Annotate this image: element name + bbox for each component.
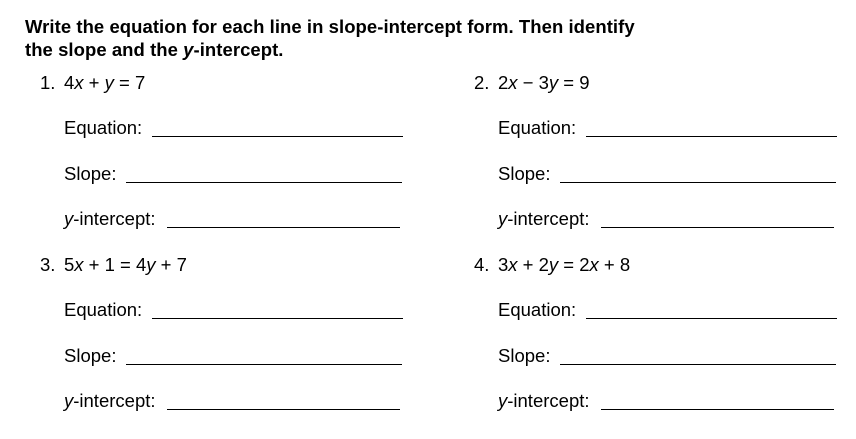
equation-field xyxy=(498,117,837,141)
slope-label: Slope: xyxy=(498,345,551,366)
equation-term: = 9 xyxy=(558,72,590,93)
y-intercept-answer-line[interactable] xyxy=(167,227,400,228)
equation-variable: x xyxy=(508,254,518,275)
slope-field xyxy=(498,345,836,369)
equation-field xyxy=(498,299,837,323)
equation-answer-line[interactable] xyxy=(152,136,403,137)
instructions-line-1: Write the equation for each line in slope-intercept form. Then identify xyxy=(25,16,635,37)
slope-answer-line[interactable] xyxy=(560,364,836,365)
equation-variable: y xyxy=(548,72,559,93)
equation-term: + 2 xyxy=(517,254,549,275)
problem-4 xyxy=(474,254,856,434)
instructions-variable-y: y xyxy=(183,39,194,60)
equation-field xyxy=(64,299,403,323)
y-intercept-label xyxy=(64,390,156,412)
slope-field xyxy=(64,345,402,369)
y-intercept-field xyxy=(64,208,400,232)
equation-label: Equation: xyxy=(498,117,577,138)
problem-number: 1. xyxy=(40,72,56,93)
problem-heading xyxy=(40,254,187,276)
intercept-label-text: -intercept: xyxy=(507,208,590,229)
intercept-variable-y: y xyxy=(498,208,508,229)
slope-label: Slope: xyxy=(64,345,117,366)
y-intercept-answer-line[interactable] xyxy=(601,227,834,228)
y-intercept-answer-line[interactable] xyxy=(167,409,400,410)
equation-term: 4 xyxy=(64,72,75,93)
instructions-line-2-start: the slope and the xyxy=(25,39,184,60)
instructions xyxy=(25,15,785,61)
y-intercept-answer-line[interactable] xyxy=(601,409,834,410)
equation-answer-line[interactable] xyxy=(586,318,837,319)
intercept-variable-y: y xyxy=(64,208,74,229)
slope-answer-line[interactable] xyxy=(126,182,402,183)
equation-term: − 3 xyxy=(517,72,549,93)
problem-heading xyxy=(474,72,590,94)
equation-label: Equation: xyxy=(498,299,577,320)
problem-equation xyxy=(498,72,590,93)
equation-term: 5 xyxy=(64,254,75,275)
equation-variable: x xyxy=(508,72,518,93)
problem-2 xyxy=(474,72,856,252)
problem-number: 3. xyxy=(40,254,56,275)
instructions-line-2-end: -intercept. xyxy=(193,39,284,60)
problem-number: 4. xyxy=(474,254,490,275)
equation-answer-line[interactable] xyxy=(152,318,403,319)
slope-field xyxy=(498,163,836,187)
problem-3 xyxy=(40,254,440,434)
slope-answer-line[interactable] xyxy=(560,182,836,183)
equation-term: = 7 xyxy=(113,72,146,93)
equation-term: + 1 = 4 xyxy=(83,254,147,275)
problem-heading xyxy=(40,72,145,94)
problem-equation xyxy=(498,254,630,275)
y-intercept-label xyxy=(64,208,156,230)
equation-term: + xyxy=(83,72,105,93)
equation-term: = 2 xyxy=(558,254,590,275)
problem-equation xyxy=(64,72,145,93)
equation-answer-line[interactable] xyxy=(586,136,837,137)
equation-variable: x xyxy=(74,254,84,275)
slope-field xyxy=(64,163,402,187)
equation-term: + 7 xyxy=(155,254,187,275)
problem-1 xyxy=(40,72,440,252)
slope-label: Slope: xyxy=(64,163,117,184)
slope-answer-line[interactable] xyxy=(126,364,402,365)
equation-term: 3 xyxy=(498,254,509,275)
y-intercept-field xyxy=(498,390,834,414)
intercept-variable-y: y xyxy=(64,390,74,411)
instructions-line-2 xyxy=(25,38,785,61)
y-intercept-field xyxy=(498,208,834,232)
equation-term: 2 xyxy=(498,72,509,93)
y-intercept-field xyxy=(64,390,400,414)
problem-number: 2. xyxy=(474,72,490,93)
problem-heading xyxy=(474,254,630,276)
problem-equation xyxy=(64,254,187,275)
intercept-label-text: -intercept: xyxy=(73,390,156,411)
slope-label: Slope: xyxy=(498,163,551,184)
equation-variable: y xyxy=(146,254,156,275)
equation-term: + 8 xyxy=(598,254,631,275)
intercept-variable-y: y xyxy=(498,390,508,411)
y-intercept-label xyxy=(498,390,590,412)
intercept-label-text: -intercept: xyxy=(507,390,590,411)
equation-variable: x xyxy=(589,254,599,275)
intercept-label-text: -intercept: xyxy=(73,208,156,229)
equation-variable: y xyxy=(104,72,114,93)
y-intercept-label xyxy=(498,208,590,230)
equation-variable: y xyxy=(548,254,559,275)
equation-label: Equation: xyxy=(64,299,143,320)
equation-variable: x xyxy=(74,72,84,93)
equation-label: Equation: xyxy=(64,117,143,138)
equation-field xyxy=(64,117,403,141)
